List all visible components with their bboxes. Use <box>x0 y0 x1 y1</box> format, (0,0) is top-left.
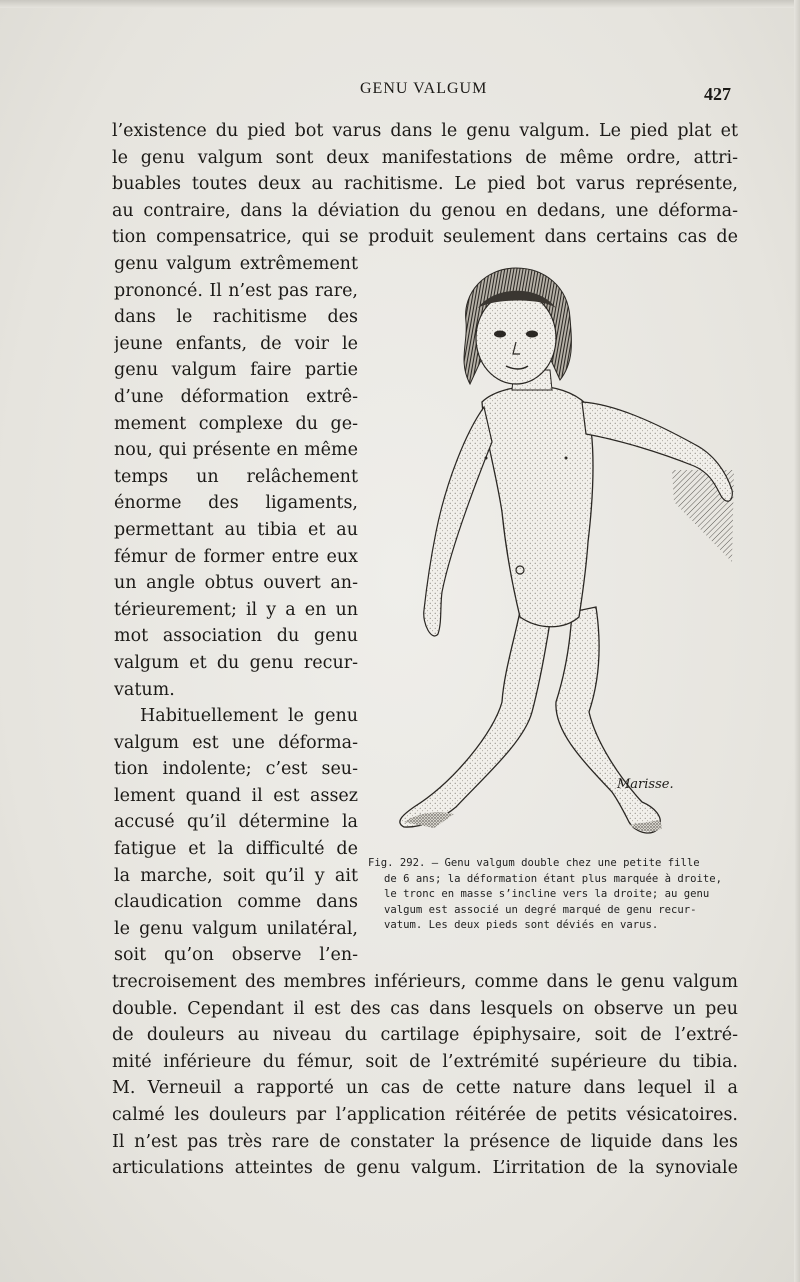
text-line: nou, qui présente en même <box>114 440 358 461</box>
text-line: Il n’est pas très rare de constater la présence de liquide dans les <box>112 1131 738 1152</box>
text-line: valgum et du genu recur- <box>114 652 358 673</box>
text-line: genu valgum extrêmement <box>114 254 358 274</box>
text-line: calmé les douleurs par l’application réitérée de petits vésicatoires. <box>112 1104 738 1125</box>
text-line: le genu valgum unilatéral, <box>114 918 358 939</box>
text-line: Habituellement le genu <box>140 706 358 727</box>
text-line: valgum est une déforma- <box>114 732 358 753</box>
text-line: vatum. <box>114 679 175 700</box>
text-line: permettant au tibia et au <box>114 519 358 540</box>
text-line: M. Verneuil a rapporté un cas de cette nature dans lequel il a <box>112 1078 738 1099</box>
text-line: d’une déformation extrê- <box>114 386 358 407</box>
text-line: claudication comme dans <box>114 892 358 913</box>
page-number: 427 <box>704 84 731 104</box>
running-head: GENU VALGUM <box>360 80 488 97</box>
text-line: mité inférieure du fémur, soit de l’extrémité supérieure du tibia. <box>112 1051 738 1072</box>
text-line: l’existence du pied bot varus dans le genu valgum. Le pied plat et <box>112 121 738 141</box>
text-line: la marche, soit qu’il y ait <box>114 865 358 886</box>
text-line: accusé qu’il détermine la <box>114 812 358 833</box>
text-line: térieurement; il y a en un <box>114 599 358 620</box>
text-line: mot association du genu <box>114 626 358 647</box>
text-line: dans le rachitisme des <box>114 307 358 328</box>
scan-edge <box>0 0 800 8</box>
text-line: tion indolente; c’est seu- <box>114 759 358 780</box>
caption-line: Fig. 292. — Genu valgum double chez une petite fille <box>368 857 700 869</box>
text-line: un angle obtus ouvert an- <box>114 573 358 594</box>
text-line: soit qu’on observe l’en- <box>114 945 358 966</box>
child-engraving <box>374 262 746 850</box>
text-line: le genu valgum sont deux manifestations de même ordre, attri- <box>112 147 738 168</box>
text-line: fatigue et la difficulté de <box>114 839 358 860</box>
caption-line: de 6 ans; la déformation étant plus marquée à droite, <box>384 872 723 885</box>
caption-line: le tronc en masse s’incline vers la droite; au genu <box>384 888 710 900</box>
text-line: énorme des ligaments, <box>114 493 358 514</box>
text-line: buables toutes deux au rachitisme. Le pied bot varus représente, <box>112 174 738 195</box>
text-line: trecroisement des membres inférieurs, comme dans le genu valgum <box>112 972 738 992</box>
left-column-text <box>114 251 358 969</box>
text-line: temps un relâchement <box>114 466 358 487</box>
text-line: genu valgum faire partie <box>114 360 358 381</box>
text-line: de douleurs au niveau du cartilage épiphysaire, soit de l’extré- <box>112 1025 738 1046</box>
text-line: mement complexe du ge- <box>114 413 358 434</box>
top-paragraph <box>112 118 738 251</box>
text-line: double. Cependant il est des cas dans lesquels on observe un peu <box>112 998 738 1019</box>
bottom-paragraph <box>112 969 738 1182</box>
scan-edge <box>794 0 800 1282</box>
caption-line: valgum est associé un degré marqué de genu recur- <box>384 903 697 916</box>
text-line: au contraire, dans la déviation du genou en dedans, une déforma- <box>112 200 738 221</box>
text-line: lement quand il est assez <box>114 785 358 806</box>
text-line: jeune enfants, de voir le <box>114 333 358 354</box>
artist-signature: Marisse. <box>617 777 674 792</box>
figure-illustration <box>374 262 746 850</box>
text-line: articulations atteintes de genu valgum. L’irritation de la synoviale <box>112 1158 738 1179</box>
text-line: prononcé. Il n’est pas rare, <box>114 280 358 301</box>
text-line: tion compensatrice, qui se produit seulement dans certains cas de <box>112 227 738 248</box>
text-line: fémur de former entre eux <box>114 546 358 567</box>
caption-line: vatum. Les deux pieds sont déviés en varus. <box>384 919 659 931</box>
figure-caption <box>368 856 740 934</box>
